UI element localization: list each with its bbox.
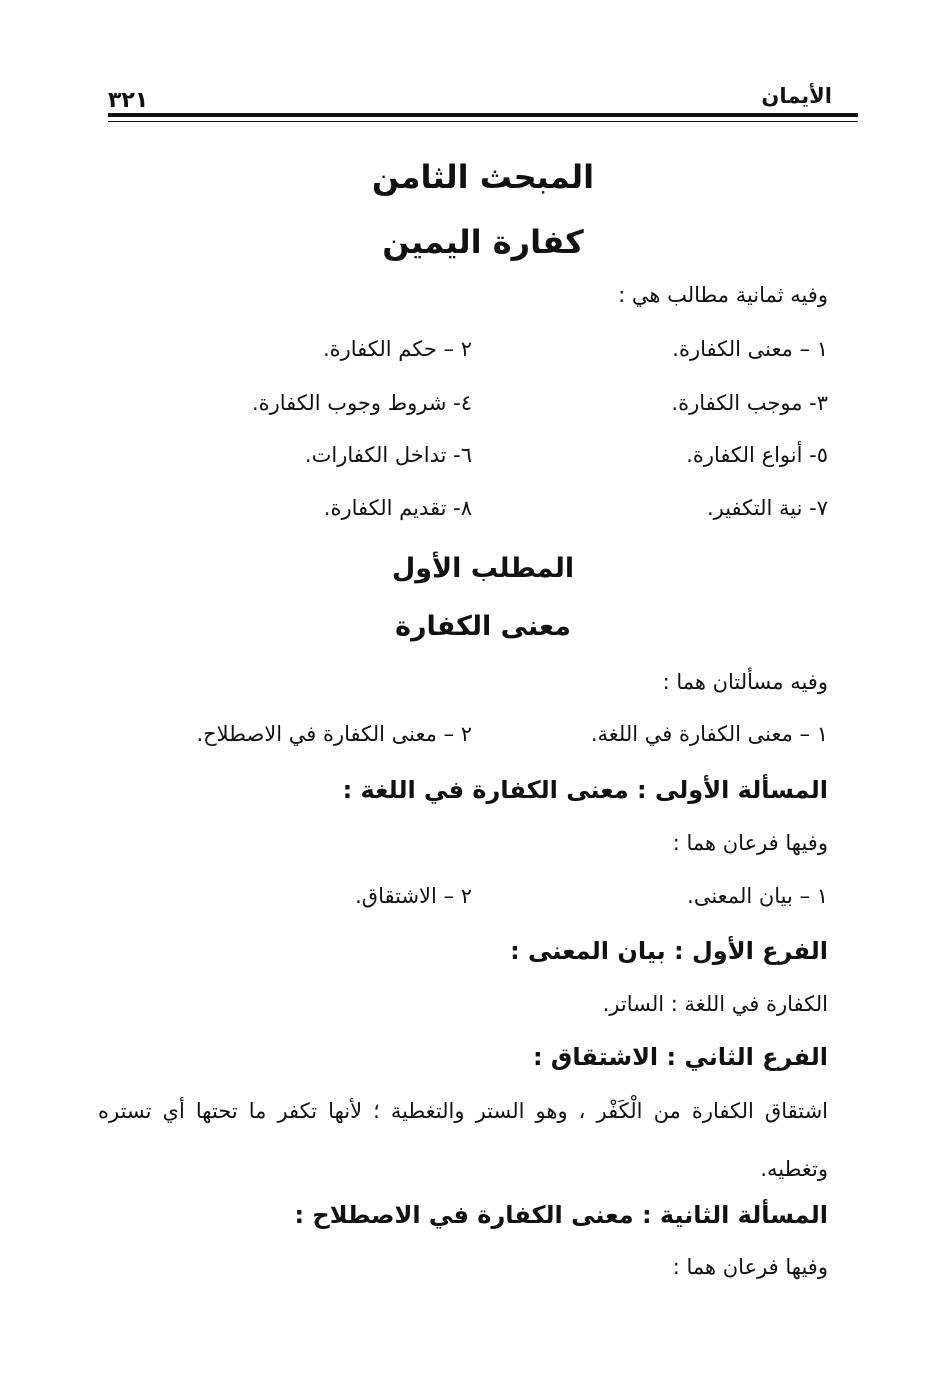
list-item: ٣- موجب الكفارة. xyxy=(671,391,828,415)
branch-two-heading: الفرع الثاني : الاشتقاق : xyxy=(532,1043,828,1071)
list-item: ٢ – معنى الكفارة في الاصطلاح. xyxy=(196,722,472,746)
branch-one-text: الكفارة في اللغة : الساتر. xyxy=(602,992,828,1016)
chapter-title: الأيمان xyxy=(761,84,832,108)
subsection-title: المطلب الأول xyxy=(391,553,575,584)
section-subject-title: كفارة اليمين xyxy=(382,223,584,261)
page-number: ٣٢١ xyxy=(108,88,149,113)
list-item: ٧- نية التكفير. xyxy=(706,496,828,520)
issue-two-heading: المسألة الثانية : معنى الكفارة في الاصطلاح : xyxy=(294,1201,828,1229)
list-item: ١ – معنى الكفارة. xyxy=(672,337,828,361)
list-item: ١ – معنى الكفارة في اللغة. xyxy=(590,722,828,746)
branch-two-text: اشتقاق الكفارة من الْكَفْر ، وهو الستر والتغطية ؛ لأنها تكفر ما تحتها أي تستره وتغطيه. xyxy=(98,1099,828,1181)
intro-eight: وفيه ثمانية مطالب هي : xyxy=(618,283,828,307)
list-item: ١ – بيان المعنى. xyxy=(687,884,828,908)
issue-two-intro: وفيها فرعان هما : xyxy=(672,1255,828,1279)
list-item: ٨- تقديم الكفارة. xyxy=(323,496,472,520)
list-item: ٢ – الاشتقاق. xyxy=(355,884,472,908)
header-rule-thick xyxy=(108,113,858,117)
list-item: ٦- تداخل الكفارات. xyxy=(304,443,472,467)
list-item: ٤- شروط وجوب الكفارة. xyxy=(251,391,472,415)
branch-one-heading: الفرع الأول : بيان المعنى : xyxy=(510,937,828,965)
issue-one-intro: وفيها فرعان هما : xyxy=(672,831,828,855)
section-title: المبحث الثامن xyxy=(371,158,595,196)
list-item: ٥- أنواع الكفارة. xyxy=(686,443,828,467)
subsection-subject-title: معنى الكفارة xyxy=(395,611,571,642)
intro-two: وفيه مسألتان هما : xyxy=(662,670,828,694)
issue-one-heading: المسألة الأولى : معنى الكفارة في اللغة : xyxy=(342,776,828,804)
list-item: ٢ – حكم الكفارة. xyxy=(322,337,472,361)
header-rule-thin xyxy=(108,121,858,122)
